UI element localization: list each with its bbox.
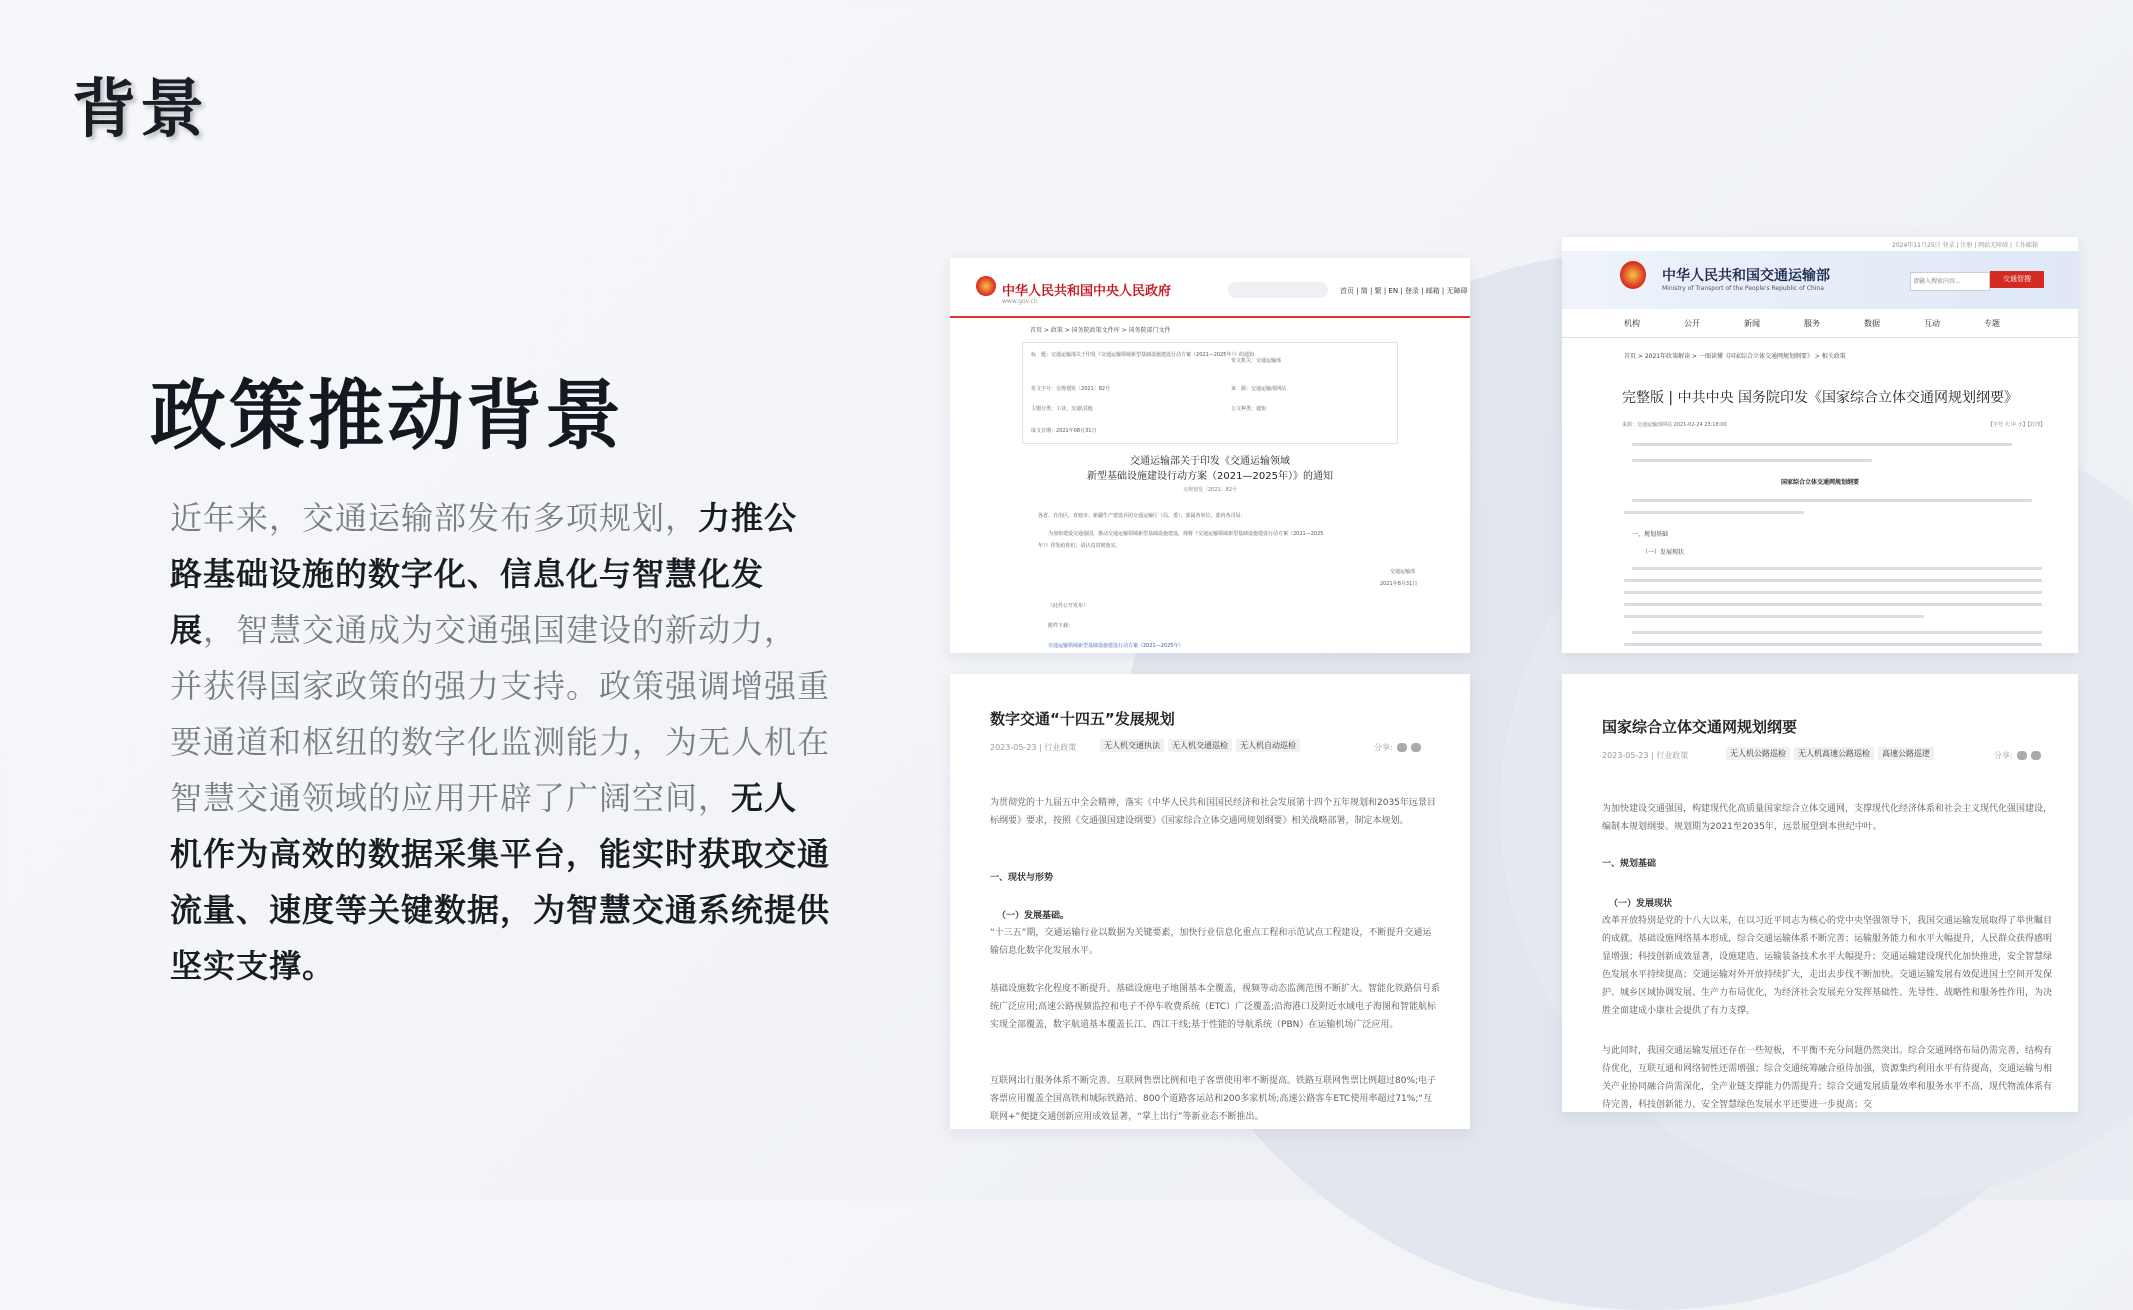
share-area (1994, 750, 2041, 761)
gov-header (950, 258, 1470, 318)
notice-public: （此件公开发布） (1048, 603, 1089, 609)
weibo-icon[interactable] (2031, 751, 2041, 760)
gov-meta-table (1022, 342, 1398, 444)
attachment-label: 附件下载： (1048, 623, 1074, 629)
article-paragraph: “十三五”期，交通运输行业以数据为关键要素，加快行业信息化重点工程和示范试点工程建设，不断提升交通运输信息化数字化发展水平。 (990, 928, 1432, 956)
share-label: 分享: (1374, 743, 1393, 752)
share-area (1374, 742, 1421, 753)
nav-item[interactable]: 机构 (1624, 319, 1640, 328)
notice-paragraph: 为加快建设交通强国，推动交通运输领域新型基础设施建设，现将《交通运输领域新型基础设施建设行动方案（2021—2025 (1048, 531, 1324, 537)
meta-value: 交通运输部关于印发《交通运输领域新型基础设施建设行动方案（2021—2025年）》的通知 (1051, 352, 1254, 358)
article-title: 国家综合立体交通网规划纲要 (1602, 718, 1798, 736)
meta-label: 发文字号： (1031, 386, 1057, 392)
screenshot-gov-notice (950, 258, 1470, 653)
attachment-link[interactable]: 交通运输领域新型基础设施建设行动方案（2021—2025年） (1048, 643, 1184, 649)
notice-date: 2021年8月31日 (1380, 581, 1418, 587)
article-category: 行业政策 (1656, 751, 1689, 760)
nav-item[interactable]: 数据 (1864, 319, 1880, 328)
mot-top-links[interactable]: 2024年11月25日 登录 | 注册 | 网站无障碍 | 工作邮箱 (1892, 242, 2038, 249)
article-intro: 为加快建设交通强国，构建现代化高质量国家综合立体交通网，支撑现代化经济体系和社会主义现代化强国建设，编制本规划纲要。规划期为2021至2035年，远景展望到本世纪中叶。 (1602, 804, 2053, 832)
mot-search-input[interactable] (1910, 272, 1990, 291)
tag[interactable]: 无人机交通执法 (1100, 739, 1164, 752)
mot-article-title: 完整版 | 中共中央 国务院印发《国家综合立体交通网规划纲要》 (1621, 390, 2019, 406)
article-date: 2023-05-23 (990, 743, 1037, 752)
mot-font-size-controls[interactable]: 【字号 大 中 小】【打印】 (1988, 422, 2046, 428)
nav-item[interactable]: 服务 (1804, 319, 1820, 328)
body-text-highlight: 力推公路基础设施的数字化、信息化与智慧化发展 (170, 499, 798, 649)
mot-search-button[interactable]: 交通智搜 (1990, 271, 2044, 288)
section-heading: 政策推动背景 (150, 371, 624, 460)
article-section-heading: 一、规划基础 (1602, 859, 1657, 869)
meta-value: 通知 (1256, 406, 1267, 412)
mot-nav (1562, 309, 2078, 338)
meta-label: 公文种类： (1231, 406, 1257, 412)
screenshot-national-plan (1562, 674, 2078, 1112)
mot-site-subtitle: Ministry of Transport of the People's Republic of China (1662, 285, 1824, 292)
tag[interactable]: 无人机公路巡检 (1726, 747, 1790, 760)
text-line (1632, 443, 2012, 446)
mot-breadcrumb[interactable]: 首页 > 2021年政策解读 > 一图读懂《国家综合立体交通网规划纲要》 > 相关政策 (1624, 353, 1846, 360)
gov-nav[interactable]: 首页 | 简 | 繁 | EN | 登录 | 邮箱 | 无障碍 (1340, 287, 1468, 295)
meta-label: 主题分类： (1031, 406, 1057, 412)
meta-value: 交通运输部 (1256, 358, 1282, 364)
slide-title: 背景 (72, 73, 208, 147)
notice-title-line: 交通运输部关于印发《交通运输领域 (1130, 456, 1290, 467)
screenshot-mot-article (1562, 237, 2078, 653)
article-meta: 2023-05-23 | 行业政策 (990, 743, 1077, 752)
notice-paragraph: 各省、自治区、直辖市、新疆生产建设兵团交通运输厅（局、委），部属各单位，部内各司局： (1038, 513, 1246, 519)
notice-title-line: 新型基础设施建设行动方案（2021—2025年）》的通知 (1087, 471, 1333, 482)
mot-status-heading: （一）发展现状 (1642, 549, 1685, 556)
body-text-normal: 近年来，交通运输部发布多项规划， (170, 499, 699, 537)
national-emblem-icon (976, 276, 996, 296)
article-paragraph: 互联网出行服务体系不断完善。互联网售票比例和电子客票使用率不断提高。铁路互联网售票比例超过80%;电子客票应用覆盖全国高铁和城际铁路站、800个道路客运站和200多家机场;高速公路客车ETC使用率超过71%;“互联网+”便捷交通创新应用成效显著，“掌上出行”等新业态不断推出。 (990, 1076, 1437, 1122)
article-intro: 为贯彻党的十九届五中全会精神，落实《中华人民共和国国民经济和社会发展第十四个五年规划和2035年远景目标纲要》要求，按照《交通强国建设纲要》《国家综合立体交通网规划纲要》相关战略部署，制定本规划。 (990, 798, 1436, 826)
gov-site-title: 中华人民共和国中央人民政府 (1002, 284, 1172, 299)
body-paragraph (170, 490, 830, 994)
article-paragraph: 与此同时，我国交通运输发展还存在一些短板，不平衡不充分问题仍然突出。综合交通网络布局仍需完善，结构有待优化，互联互通和网络韧性还需增强；综合交通统筹融合亟待加强，资源集约利用水平有待提高，交通运输与相关产业协同融合尚需深化，全产业链支撑能力仍需提升；综合交通发展质量效率和服务水平不高，现代物流体系有待完善，科技创新能力、安全智慧绿色发展水平还要进一步提高；交 (1602, 1046, 2052, 1110)
nav-item[interactable]: 专题 (1984, 319, 2000, 328)
text-line (1632, 567, 2042, 570)
tag[interactable]: 高速公路巡逻 (1878, 747, 1934, 760)
meta-label: 发文机关： (1231, 358, 1257, 364)
notice-signature: 交通运输部 (1390, 569, 1416, 575)
body-text-normal: ，智慧交通成为交通强国建设的新动力，并获得国家政策的强力支持。政策强调增强重要通道和枢纽的数字化监测能力，为无人机在智慧交通领域的应用开辟了广阔空间， (170, 611, 831, 817)
article-paragraph: 改革开放特别是党的十八大以来，在以习近平同志为核心的党中央坚强领导下，我国交通运输发展取得了举世瞩目的成就。基础设施网络基本形成，综合交通运输体系不断完善；运输服务能力和水平大幅提升，人民群众获得感明显增强；科技创新成效显著，设施建造、运输装备技术水平大幅提升；交通运输建设现代化加快推进，安全智慧绿色发展水平持续提高；交通运输对外开放持续扩大，走出去步伐不断加快。交通运输发展有效促进国土空间开发保护、城乡区域协调发展、生产力布局优化，为经济社会发展充分发挥基础性、先导性、战略性和服务性作用，为决胜全面建成小康社会提供了有力支撑。 (1602, 916, 2053, 1016)
meta-label: 成文日期： (1031, 428, 1057, 434)
gov-site-url: www.gov.cn (1002, 298, 1038, 305)
article-paragraph: 基础设施数字化程度不断提升。基础设施电子地图基本全覆盖，视频等动态监测范围不断扩大。智能化铁路信号系统广泛应用;高速公路视频监控和电子不停车收费系统（ETC）广泛覆盖;沿海港口及附近水域电子海图和智能航标实现全部覆盖，数字航道基本覆盖长江、西江干线;基于性能的导航系统（PBN）在运输机场广泛应用。 (990, 984, 1441, 1030)
mot-topbar (1562, 237, 2078, 251)
mot-section-title: 国家综合立体交通网规划纲要 (1780, 479, 1859, 486)
article-subheading: （一）发展基础。 (997, 911, 1070, 921)
article-section-heading: 一、现状与形势 (990, 873, 1054, 883)
nav-item[interactable]: 公开 (1684, 319, 1700, 328)
meta-value: 交通运输部网站 (1251, 386, 1287, 392)
notice-number: 交规划发〔2021〕82号 (1182, 487, 1238, 493)
text-line (1632, 459, 1872, 462)
notice-title (950, 454, 1470, 484)
article-title: 数字交通“十四五”发展规划 (990, 710, 1175, 728)
article-tags (1726, 748, 1938, 759)
meta-value: 工业、交通\其他 (1056, 406, 1093, 412)
wechat-icon[interactable] (1397, 743, 1407, 752)
meta-value: 交规划发〔2021〕82号 (1056, 386, 1111, 392)
nav-item[interactable]: 互动 (1924, 319, 1940, 328)
article-meta: 2023-05-23 | 行业政策 (1602, 751, 1689, 760)
mot-plan-heading: 一、规划基础 (1632, 531, 1669, 538)
nav-item[interactable]: 新闻 (1744, 319, 1760, 328)
weibo-icon[interactable] (1411, 743, 1421, 752)
article-category: 行业政策 (1044, 743, 1077, 752)
text-line (1624, 603, 2042, 606)
wechat-icon[interactable] (2017, 751, 2027, 760)
text-line (1632, 631, 2042, 634)
mot-article-meta: 来源：交通运输部网站 2021-02-24 23:18:00 (1622, 422, 1727, 428)
mot-header (1562, 251, 2078, 309)
gov-breadcrumb[interactable]: 首页 > 政策 > 国务院政策文件库 > 国务院部门文件 (1030, 327, 1171, 334)
text-line (1624, 643, 2042, 646)
meta-value: 2021年08月31日 (1056, 428, 1097, 434)
national-emblem-icon (1620, 261, 1646, 289)
article-date: 2023-05-23 (1602, 751, 1649, 760)
text-line (1632, 499, 2032, 502)
meta-label: 标 题： (1031, 352, 1052, 358)
mot-site-title: 中华人民共和国交通运输部 (1662, 268, 1830, 284)
gov-search-input[interactable] (1228, 282, 1328, 298)
share-label: 分享: (1994, 751, 2013, 760)
tag[interactable]: 无人机自动巡检 (1236, 739, 1300, 752)
article-tags (1100, 740, 1304, 751)
text-line (1624, 579, 2042, 582)
text-line (1624, 591, 2042, 594)
notice-paragraph: 年）》印发给你们，请认真贯彻落实。 (1038, 543, 1121, 549)
meta-label: 来 源： (1231, 386, 1252, 392)
tag[interactable]: 无人机交通巡检 (1168, 739, 1232, 752)
screenshot-digital-plan (950, 674, 1470, 1129)
text-line (1624, 615, 1924, 618)
tag[interactable]: 无人机高速公路巡检 (1794, 747, 1874, 760)
body-text-highlight: 无人机作为高效的数据采集平台，能实时获取交通流量、速度等关键数据，为智慧交通系统提供坚实支撑。 (170, 779, 831, 985)
article-subheading: （一）发展现状 (1609, 899, 1673, 909)
text-line (1624, 511, 1804, 514)
